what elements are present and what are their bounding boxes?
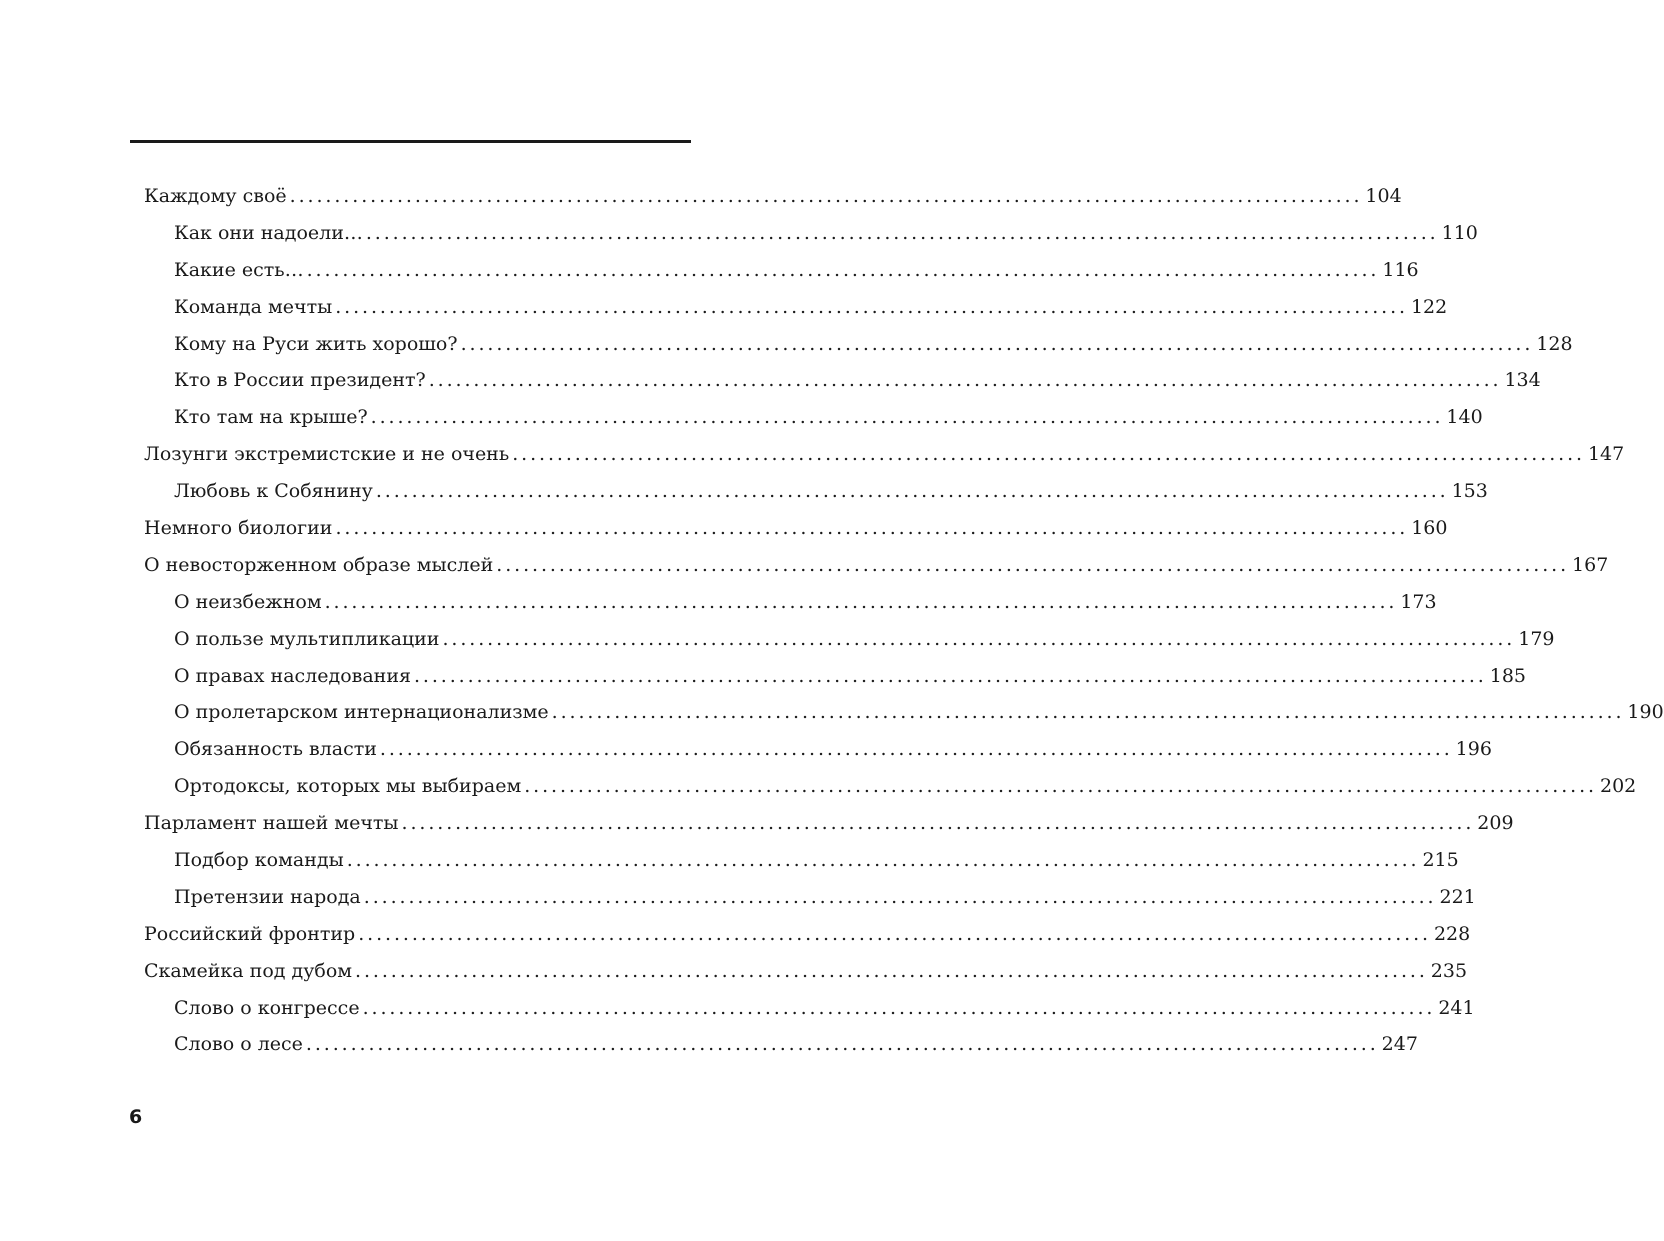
toc-entry-title: Кто в России президент? <box>174 369 426 392</box>
dot-leader: ........................................................................................................................ <box>551 701 1625 724</box>
toc-entry-page: 147 <box>1587 443 1625 466</box>
toc-entry-page: 247 <box>1381 1033 1418 1056</box>
toc-subentry[interactable] <box>144 658 1526 695</box>
toc-entry-page: 134 <box>1504 369 1541 392</box>
toc-entry-title: Немного биологии <box>144 517 333 540</box>
toc-entry-page: 190 <box>1627 701 1664 724</box>
dot-leader: ........................................................................................................................ <box>324 590 1398 613</box>
toc-entry-page: 241 <box>1438 996 1475 1019</box>
toc-entry[interactable] <box>144 547 1609 584</box>
header-rule <box>130 140 691 143</box>
dot-leader: ........................................................................................................................ <box>401 812 1475 835</box>
toc-subentry[interactable] <box>144 215 1478 252</box>
toc-subentry[interactable] <box>144 842 1459 879</box>
toc-entry-title: Кому на Руси жить хорошо? <box>174 332 458 355</box>
toc-entry-title: Ортодоксы, которых мы выбираем <box>174 775 522 798</box>
toc-entry-title: О невосторженном образе мыслей <box>144 553 494 576</box>
dot-leader: ........................................................................................................................ <box>358 922 1431 945</box>
toc-entry-title: О правах наследования <box>174 664 411 687</box>
dot-leader: ........................................................................................................................ <box>512 443 1585 466</box>
dot-leader: ........................................................................................................................ <box>460 332 1534 355</box>
toc-entry-title: Каждому своё <box>144 185 287 207</box>
toc-subentry[interactable] <box>144 879 1476 916</box>
toc-entry-page: 116 <box>1382 258 1419 281</box>
toc-entry-title: Слово о лесе <box>174 1033 303 1056</box>
toc-entry-page: 167 <box>1572 553 1609 576</box>
toc-entry-title: Кто там на крыше? <box>174 406 368 429</box>
toc-entry-title: Как они надоели… <box>174 221 363 244</box>
toc-entry-page: 110 <box>1441 221 1478 244</box>
toc-subentry[interactable] <box>144 252 1419 289</box>
toc-subentry[interactable] <box>144 362 1541 399</box>
toc-subentry[interactable] <box>144 990 1475 1027</box>
toc-entry-page: 235 <box>1430 959 1468 982</box>
toc-entry-title: Парламент нашей мечты <box>144 812 399 835</box>
dot-leader: ........................................................................................................................ <box>379 738 1453 761</box>
dot-leader: ........................................................................................................................ <box>363 885 1437 908</box>
dot-leader: ........................................................................................................................ <box>370 406 1444 429</box>
toc-entry-title: Обязанность власти <box>174 738 377 761</box>
toc-entry-title: Подбор команды <box>174 849 344 872</box>
toc-entry-title: Команда мечты <box>174 295 333 318</box>
toc-entry-page: 185 <box>1489 664 1526 687</box>
dot-leader: ........................................................................................................................ <box>289 185 1363 207</box>
toc-entry-title: Российский фронтир <box>144 922 356 945</box>
toc-subentry[interactable] <box>144 473 1488 510</box>
toc-entry-page: 153 <box>1451 480 1488 503</box>
toc-entry-title: Претензии народа <box>174 885 361 908</box>
toc-subentry[interactable] <box>144 289 1448 326</box>
toc-subentry[interactable] <box>144 1026 1418 1063</box>
toc-entry[interactable] <box>144 916 1471 953</box>
toc-subentry[interactable] <box>144 694 1664 731</box>
dot-leader: ........................................................................................................................ <box>335 295 1408 318</box>
toc-entry-page: 140 <box>1446 406 1483 429</box>
toc-entry[interactable] <box>144 510 1448 547</box>
toc-entry-page: 228 <box>1433 922 1471 945</box>
dot-leader: ........................................................................................................................ <box>305 1033 1379 1056</box>
toc-entry-title: О пролетарском интернационализме <box>174 701 549 724</box>
toc-subentry[interactable] <box>144 326 1573 363</box>
toc-entry-title: О неизбежном <box>174 590 322 613</box>
page-number: 6 <box>129 1106 143 1128</box>
toc-entry-title: Лозунги экстремистские и не очень <box>144 443 510 466</box>
toc-entry-page: 221 <box>1439 885 1476 908</box>
dot-leader: ........................................................................................................................ <box>355 959 1428 982</box>
table-of-contents <box>144 178 1664 1063</box>
toc-entry-page: 104 <box>1365 185 1402 207</box>
toc-entry[interactable] <box>144 805 1514 842</box>
toc-entry[interactable] <box>144 178 1402 215</box>
toc-entry-page: 209 <box>1477 812 1514 835</box>
toc-entry-title: О пользе мультипликации <box>174 627 440 650</box>
toc-entry-page: 173 <box>1400 590 1437 613</box>
dot-leader: ........................................................................................................................ <box>442 627 1516 650</box>
toc-entry[interactable] <box>144 436 1625 473</box>
dot-leader: ........................................................................................................................ <box>335 517 1409 540</box>
toc-entry-page: 196 <box>1455 738 1492 761</box>
toc-subentry[interactable] <box>144 584 1437 621</box>
toc-entry-page: 179 <box>1518 627 1555 650</box>
toc-subentry[interactable] <box>144 621 1555 658</box>
toc-entry-page: 122 <box>1410 295 1448 318</box>
toc-subentry[interactable] <box>144 399 1483 436</box>
dot-leader: ........................................................................................................................ <box>362 996 1436 1019</box>
toc-entry-title: Скамейка под дубом <box>144 959 353 982</box>
dot-leader: ........................................................................................................................ <box>346 849 1420 872</box>
dot-leader: ........................................................................................................................ <box>375 480 1449 503</box>
toc-entry-page: 202 <box>1599 775 1637 798</box>
dot-leader: ........................................................................................................................ <box>413 664 1487 687</box>
toc-entry-page: 215 <box>1422 849 1459 872</box>
toc-entry-title: Слово о конгрессе <box>174 996 360 1019</box>
dot-leader: ........................................................................................................................ <box>306 258 1380 281</box>
dot-leader: ........................................................................................................................ <box>496 553 1570 576</box>
toc-entry-page: 160 <box>1411 517 1448 540</box>
dot-leader: ........................................................................................................................ <box>365 221 1439 244</box>
toc-entry-title: Любовь к Собянину <box>174 480 373 503</box>
dot-leader: ........................................................................................................................ <box>524 775 1597 798</box>
dot-leader: ........................................................................................................................ <box>428 369 1502 392</box>
toc-entry-page: 128 <box>1536 332 1573 355</box>
toc-entry-title: Какие есть… <box>174 258 304 281</box>
toc-subentry[interactable] <box>144 768 1637 805</box>
toc-entry[interactable] <box>144 953 1468 990</box>
toc-subentry[interactable] <box>144 731 1492 768</box>
